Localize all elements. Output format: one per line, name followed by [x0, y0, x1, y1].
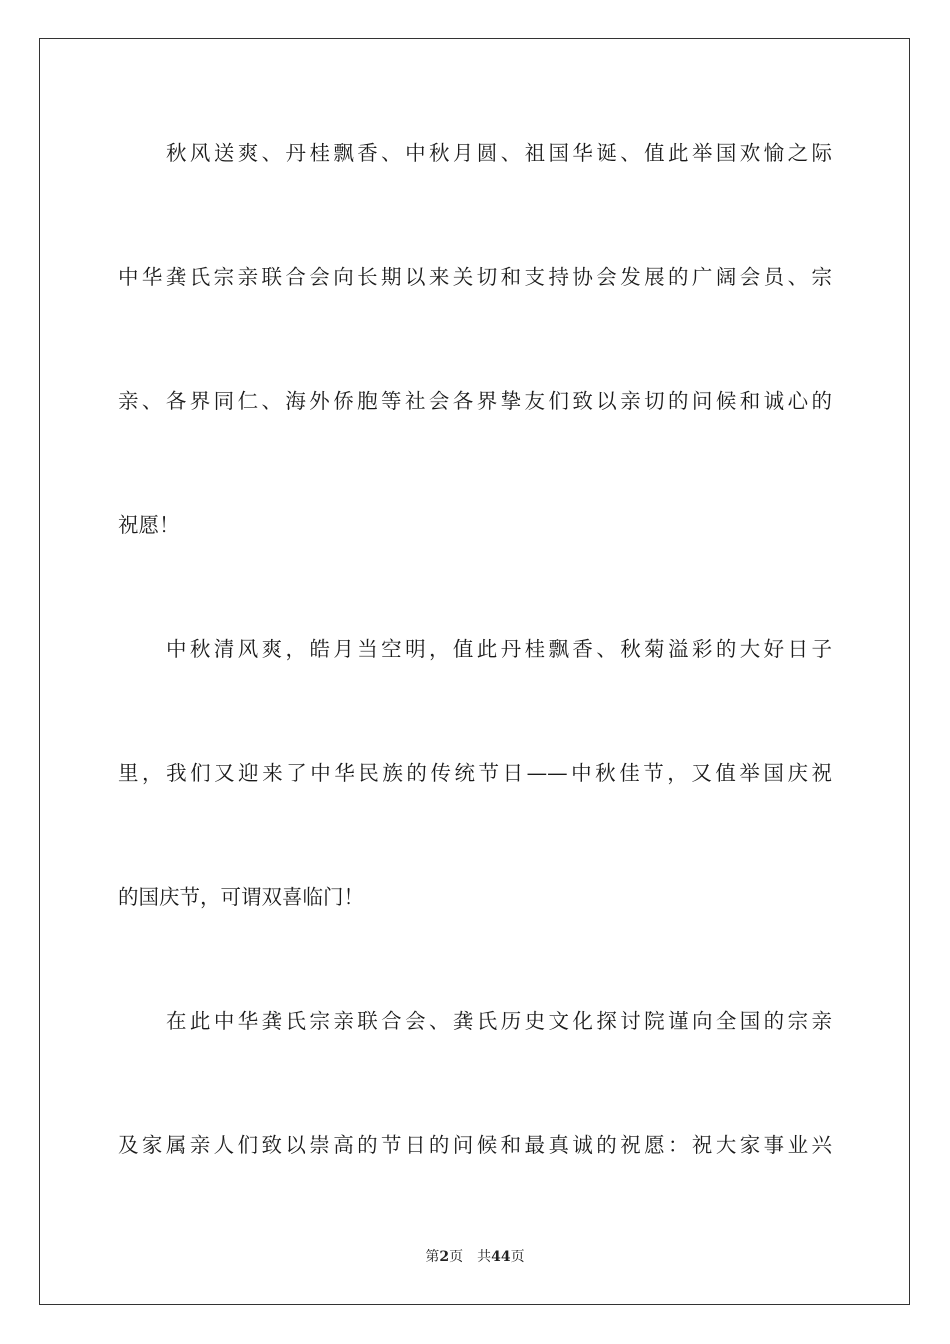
page-number: 2 — [439, 1249, 450, 1265]
text-line-5: 中秋清风爽，皓月当空明，值此丹桂飘香、秋菊溢彩的大好日子 — [166, 637, 832, 661]
text-line-1: 秋风送爽、丹桂飘香、中秋月圆、祖国华诞、值此举国欢愉之际 — [166, 141, 832, 165]
text-line-3: 亲、各界同仁、海外侨胞等社会各界挚友们致以亲切的问候和诚心的 — [118, 389, 832, 413]
page-prefix: 第 — [425, 1249, 440, 1265]
text-line-7: 的国庆节，可谓双喜临门！ — [118, 885, 364, 909]
total-prefix: 共 — [477, 1249, 492, 1265]
text-line-9: 及家属亲人们致以崇高的节日的问候和最真诚的祝愿：祝大家事业兴 — [118, 1133, 832, 1157]
page-suffix: 页 — [449, 1249, 464, 1265]
total-pages: 44 — [491, 1249, 511, 1265]
document-body — [118, 122, 832, 1238]
text-line-2: 中华龚氏宗亲联合会向长期以来关切和支持协会发展的广阔会员、宗 — [118, 265, 832, 289]
text-line-4: 祝愿！ — [118, 513, 180, 537]
text-line-6: 里，我们又迎来了中华民族的传统节日——中秋佳节，又值举国庆祝 — [118, 761, 832, 785]
text-line-8: 在此中华龚氏宗亲联合会、龚氏历史文化探讨院谨向全国的宗亲 — [166, 1009, 832, 1033]
total-suffix: 页 — [510, 1249, 525, 1265]
page-footer — [0, 1246, 950, 1266]
